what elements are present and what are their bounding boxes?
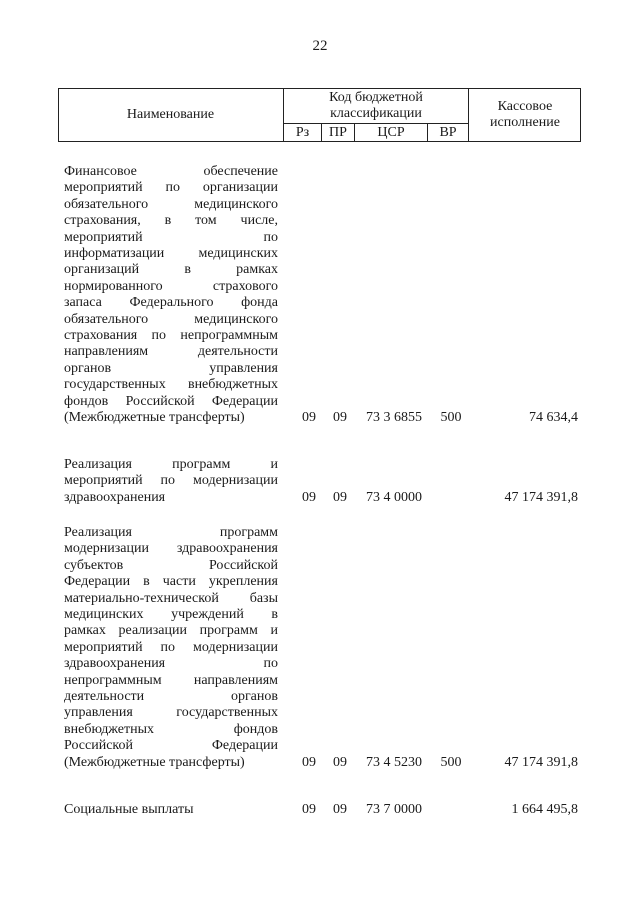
row-name-line: Российской Федерации <box>64 738 278 754</box>
row-name-line: информатизации медицинских <box>64 246 278 262</box>
row-name-line: нормированного страхового <box>64 278 278 294</box>
row-name-line: Реализация программ и <box>64 457 278 472</box>
row-name-line: непрограммным направлениям <box>64 672 278 688</box>
header-amount-line2: исполнение <box>490 115 560 130</box>
header-pr: ПР <box>329 125 347 140</box>
row-name-line: фондов Российской Федерации <box>64 393 278 409</box>
row-name-line: страхования, в том числе, <box>64 213 278 229</box>
row-name-line: Федерации в части укрепления <box>64 574 278 590</box>
row-pr: 09 <box>333 754 347 770</box>
row-name-line: здравоохранения <box>64 489 166 505</box>
row-name-line: управления государственных <box>64 705 278 721</box>
header-code-line2: классификации <box>330 106 422 121</box>
row-csr: 73 3 6855 <box>366 410 422 425</box>
row-name-line: Реализация программ <box>64 525 278 540</box>
header-rz: Рз <box>295 125 310 140</box>
row-amount: 47 174 391,8 <box>504 489 578 505</box>
row-csr: 73 7 0000 <box>366 802 422 817</box>
row-rz: 09 <box>302 754 316 770</box>
row-rz: 09 <box>302 802 316 817</box>
row-name-line: материально-технической базы <box>64 590 278 606</box>
row-name-line: здравоохранения по <box>64 656 278 672</box>
header-code-subline <box>283 123 469 124</box>
row-name-line: обязательного медицинского <box>64 196 278 212</box>
header-vr: ВР <box>439 125 457 140</box>
row-name-line: мероприятий по модернизации <box>64 473 278 489</box>
header-csr: ЦСР <box>377 125 405 140</box>
row-name-line: рамках реализации программ и <box>64 623 278 639</box>
row-name-line: запаса Федерального фонда <box>64 295 278 311</box>
row-name-line: обязательного медицинского <box>64 311 278 327</box>
row-name-line: мероприятий по модернизации <box>64 639 278 655</box>
row-rz: 09 <box>302 410 316 425</box>
row-name-line: деятельности органов <box>64 689 278 705</box>
row-name-line: (Межбюджетные трансферты) <box>64 754 245 770</box>
row-name-line: мероприятий по <box>64 229 278 245</box>
row-name <box>64 802 278 818</box>
row-amount: 1 664 495,8 <box>511 802 578 817</box>
row-name <box>64 457 278 506</box>
header-code-line1: Код бюджетной <box>329 90 423 105</box>
row-name-line: органов управления <box>64 360 278 376</box>
header-bottom-border <box>58 141 581 142</box>
row-name <box>64 164 278 427</box>
row-name-line: медицинских учреждений в <box>64 607 278 623</box>
header-top-border <box>58 88 581 89</box>
header-name: Наименование <box>126 107 215 122</box>
row-amount: 47 174 391,8 <box>504 754 578 770</box>
row-name <box>64 525 278 771</box>
row-name-line: модернизации здравоохранения <box>64 541 278 557</box>
row-name-line: мероприятий по организации <box>64 180 278 196</box>
row-vr: 500 <box>440 410 462 425</box>
row-vr: 500 <box>440 754 462 770</box>
row-name-line: государственных внебюджетных <box>64 377 278 393</box>
header-amount-line1: Кассовое <box>497 99 553 114</box>
row-name-line: страхования по непрограммным <box>64 328 278 344</box>
row-name-line: Финансовое обеспечение <box>64 164 278 179</box>
row-name-line: направлениям деятельности <box>64 344 278 360</box>
row-name-line: субъектов Российской <box>64 557 278 573</box>
row-csr: 73 4 5230 <box>366 754 422 770</box>
row-pr: 09 <box>333 489 347 505</box>
row-rz: 09 <box>302 489 316 505</box>
table-header <box>58 88 581 142</box>
row-name-line: организаций в рамках <box>64 262 278 278</box>
row-pr: 09 <box>333 410 347 425</box>
page-number: 22 <box>312 38 328 54</box>
row-amount: 74 634,4 <box>529 410 578 425</box>
row-csr: 73 4 0000 <box>366 489 422 505</box>
row-pr: 09 <box>333 802 347 817</box>
row-name-line: Социальные выплаты <box>64 802 194 817</box>
row-name-line: (Межбюджетные трансферты) <box>64 410 245 426</box>
row-name-line: внебюджетных фондов <box>64 721 278 737</box>
